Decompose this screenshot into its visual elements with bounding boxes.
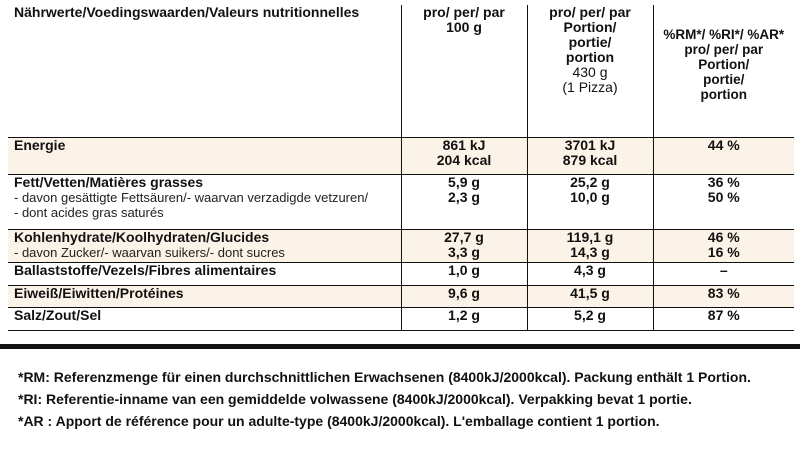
fibre-portion: 4,3 g [527, 263, 653, 286]
sugars-label: - davon Zucker/- waarvan suikers/- dont sucres [14, 245, 285, 260]
protein-100g: 9,6 g [401, 286, 527, 308]
protein-portion: 41,5 g [527, 286, 653, 308]
energy-per-100g [401, 138, 527, 175]
header-per-portion-line: (1 Pizza) [562, 79, 618, 95]
header-per-portion-line: Portion/ [563, 19, 617, 35]
fat-label-cell [8, 175, 401, 230]
header-nutrients-label: Nährwerte/Voedingswaarden/Valeurs nutritionnelles [14, 5, 360, 20]
energy-kcal-100g: 204 kcal [436, 152, 492, 168]
header-per-portion-line: portie/ [568, 34, 612, 50]
footnote-ar: *AR : Apport de référence pour un adulte-type (8400kJ/2000kcal). L'emballage contient 1 portion. [18, 413, 660, 429]
sugars-100g: 3,3 g [448, 244, 480, 260]
salt-portion: 5,2 g [527, 308, 653, 331]
carbs-per-portion [527, 230, 653, 263]
header-ri-line: %RM*/ %RI*/ %AR* [663, 27, 785, 42]
fat-saturated-portion: 10,0 g [570, 189, 610, 205]
footnote-ri: *RI: Referentie-inname van een gemiddelde volwassene (8400kJ/2000kcal). Verpakking bevat 1 portie. [18, 391, 692, 407]
fat-saturated-100g: 2,3 g [448, 189, 480, 205]
fibre-label: Ballaststoffe/Vezels/Fibres alimentaires [8, 263, 401, 286]
protein-label: Eiweiß/Eiwitten/Protéines [8, 286, 401, 308]
nutrition-table [8, 5, 794, 331]
header-per-100g-line: 100 g [446, 19, 482, 35]
energy-percent: 44 % [653, 138, 794, 175]
fibre-100g: 1,0 g [401, 263, 527, 286]
header-per-100g [401, 5, 527, 138]
table-row-energy [8, 138, 794, 175]
fat-per-100g [401, 175, 527, 230]
table-header-row [8, 5, 794, 138]
header-ri-line: pro/ per/ par [684, 42, 764, 57]
table-row-fat [8, 175, 794, 230]
fat-saturated-label-fr: - dont acides gras saturés [14, 205, 164, 220]
fat-percent [653, 175, 794, 230]
header-ri-line: portion [700, 87, 747, 102]
carbs-label-cell [8, 230, 401, 263]
header-ri-line: Portion/ [698, 57, 750, 72]
energy-label: Energie [8, 138, 401, 175]
header-nutrients [8, 5, 401, 138]
salt-100g: 1,2 g [401, 308, 527, 331]
table-row-protein [8, 286, 794, 308]
fibre-pct: – [653, 263, 794, 286]
header-reference-intake [653, 5, 794, 138]
fat-saturated-label: - davon gesättigte Fettsäuren/- waarvan verzadigde vetzuren/ [14, 190, 369, 205]
table-row-carbs [8, 230, 794, 263]
fat-saturated-pct: 50 % [707, 189, 740, 205]
carbs-label: Kohlenhydrate/Koolhydraten/Glucides [14, 229, 270, 245]
energy-per-portion [527, 138, 653, 175]
fat-100g: 5,9 g [448, 174, 480, 190]
header-per-portion-line: 430 g [572, 64, 608, 80]
carbs-per-100g [401, 230, 527, 263]
protein-pct: 83 % [653, 286, 794, 308]
fat-pct: 36 % [707, 174, 740, 190]
header-per-portion [527, 5, 653, 138]
carbs-pct: 46 % [707, 229, 740, 245]
energy-kj-portion: 3701 kJ [564, 137, 616, 153]
carbs-portion: 119,1 g [566, 229, 614, 245]
carbs-percent [653, 230, 794, 263]
carbs-100g: 27,7 g [444, 229, 484, 245]
table-row-fibre [8, 263, 794, 286]
energy-kcal-portion: 879 kcal [562, 152, 618, 168]
fat-per-portion [527, 175, 653, 230]
header-per-100g-line: pro/ per/ par [423, 5, 505, 20]
footnotes [0, 344, 800, 451]
sugars-pct: 16 % [707, 244, 740, 260]
salt-pct: 87 % [653, 308, 794, 331]
header-per-portion-line: portion [565, 49, 615, 65]
sugars-portion: 14,3 g [570, 244, 610, 260]
fat-label: Fett/Vetten/Matières grasses [14, 174, 204, 190]
header-per-portion-line: pro/ per/ par [549, 5, 631, 20]
fat-portion: 25,2 g [570, 174, 610, 190]
header-ri-line: portie/ [703, 72, 745, 87]
salt-label: Salz/Zout/Sel [8, 308, 401, 331]
energy-kj-100g: 861 kJ [442, 137, 486, 153]
table-row-salt [8, 308, 794, 331]
footnote-rm: *RM: Referenzmenge für einen durchschnittlichen Erwachsenen (8400kJ/2000kcal). Packung enthält 1 Portion. [18, 369, 751, 385]
